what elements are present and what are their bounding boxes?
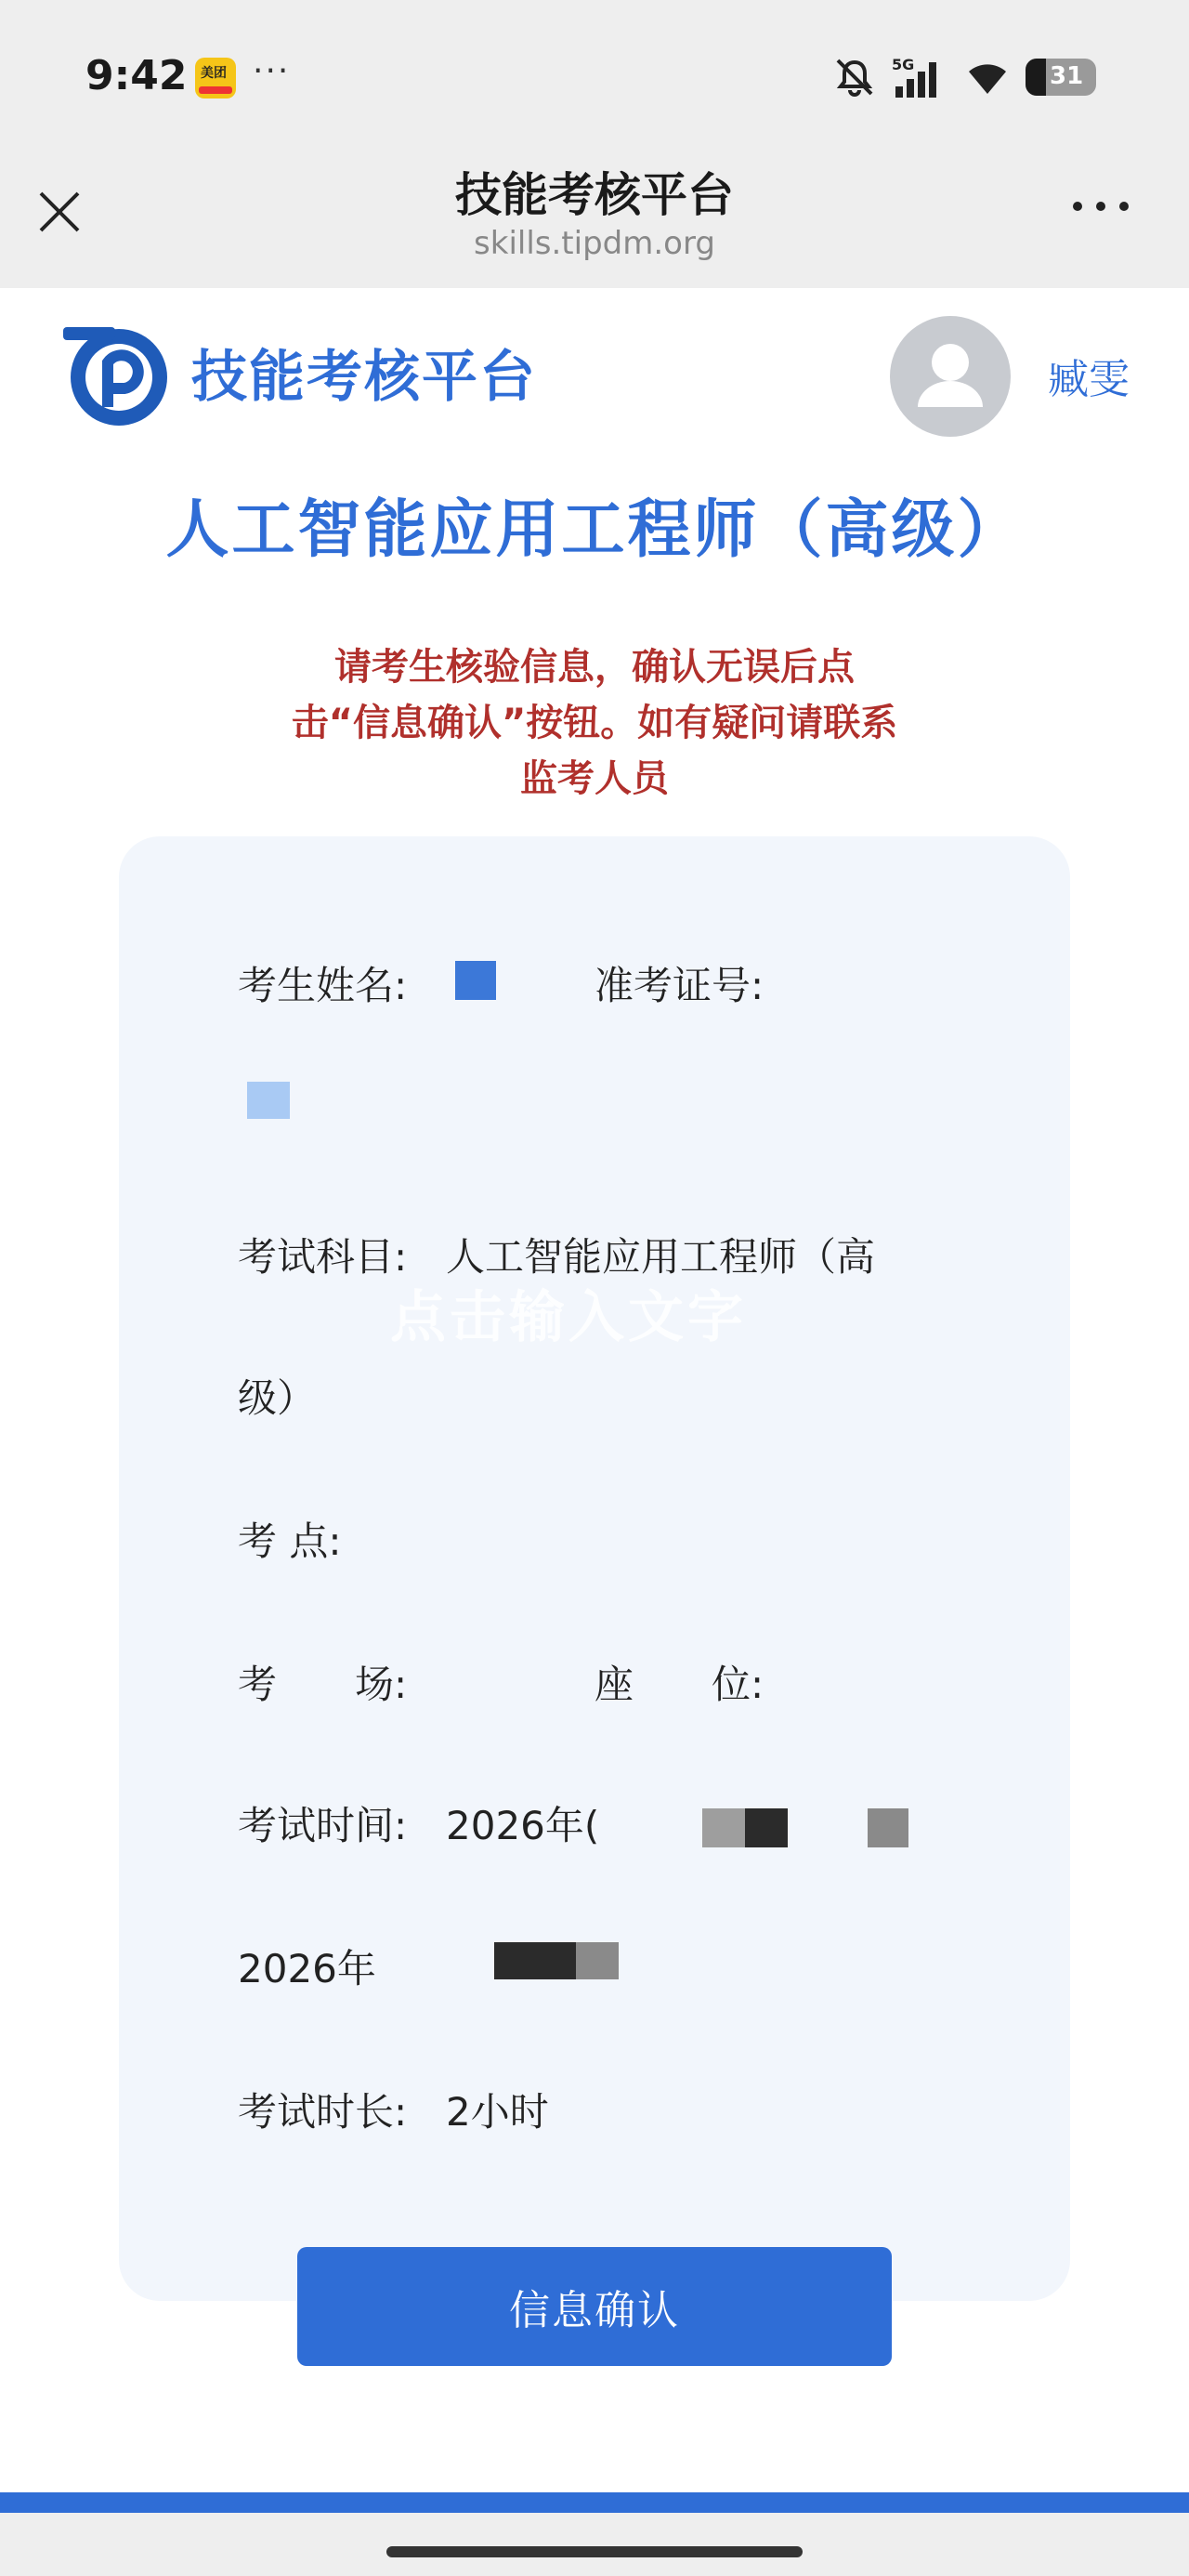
browser-page-title: 技能考核平台 <box>455 168 734 222</box>
duration-value: 2小时 <box>446 2089 549 2135</box>
input-watermark-text: 点击输入文字 <box>390 1285 747 1350</box>
confirm-info-button[interactable]: 信息确认 <box>297 2247 892 2366</box>
avatar[interactable] <box>890 316 1011 437</box>
meituan-app-icon <box>195 58 236 99</box>
wifi-icon <box>964 59 1011 96</box>
more-notifications-icon: ··· <box>253 52 291 90</box>
battery-level: 31 <box>1050 62 1084 90</box>
subject-label: 考试科目: <box>238 1234 408 1280</box>
exam-time-end: 2026年 <box>238 1946 376 1991</box>
time-redaction <box>745 1808 788 1847</box>
exam-site-label: 考 点: <box>238 1518 342 1564</box>
ticket-number-redaction <box>247 1082 290 1119</box>
bottom-accent-strip <box>0 2492 1189 2513</box>
platform-logo-icon <box>56 312 176 433</box>
duration-label: 考试时长: <box>238 2089 408 2135</box>
name-redaction <box>455 961 496 1000</box>
verification-notice: 请考生核验信息，确认无误后点击“信息确认”按钮。如有疑问请联系监考人员 <box>291 646 898 800</box>
browser-header <box>0 149 1189 288</box>
system-navigation-bar <box>0 2513 1189 2576</box>
name-label: 考生姓名: <box>238 963 408 1008</box>
browser-url: skills.tipdm.org <box>474 225 715 262</box>
subject-value-cont: 级） <box>238 1375 317 1421</box>
more-options-icon[interactable] <box>1068 188 1133 225</box>
battery-icon <box>1026 59 1096 96</box>
seat-label: 座 位: <box>594 1662 764 1707</box>
meituan-badge-text: 美团 <box>201 66 227 81</box>
time-redaction <box>494 1942 576 1979</box>
status-icons <box>832 54 1096 100</box>
exam-room-label: 考 场: <box>238 1662 408 1707</box>
exam-title: 人工智能应用工程师（高级） <box>165 493 1024 567</box>
status-bar <box>0 0 1189 149</box>
status-time: 9:42 <box>85 52 188 99</box>
exam-time-start: 2026年( <box>446 1803 600 1848</box>
home-indicator[interactable] <box>386 2546 803 2557</box>
bell-off-icon <box>832 55 877 99</box>
svg-text:5G: 5G <box>892 56 915 73</box>
time-redaction <box>868 1808 908 1847</box>
user-name[interactable]: 臧雯 <box>1048 356 1130 403</box>
exam-time-label: 考试时间: <box>238 1803 408 1848</box>
time-redaction <box>702 1808 745 1847</box>
time-redaction <box>576 1942 619 1979</box>
subject-value: 人工智能应用工程师（高 <box>446 1234 876 1280</box>
brand-name: 技能考核平台 <box>191 345 537 410</box>
web-content <box>0 288 1189 2492</box>
candidate-info-card <box>119 836 1070 2301</box>
ticket-number-label: 准考证号: <box>594 963 764 1008</box>
user-icon <box>890 316 1011 437</box>
signal-5g-icon <box>892 55 949 99</box>
